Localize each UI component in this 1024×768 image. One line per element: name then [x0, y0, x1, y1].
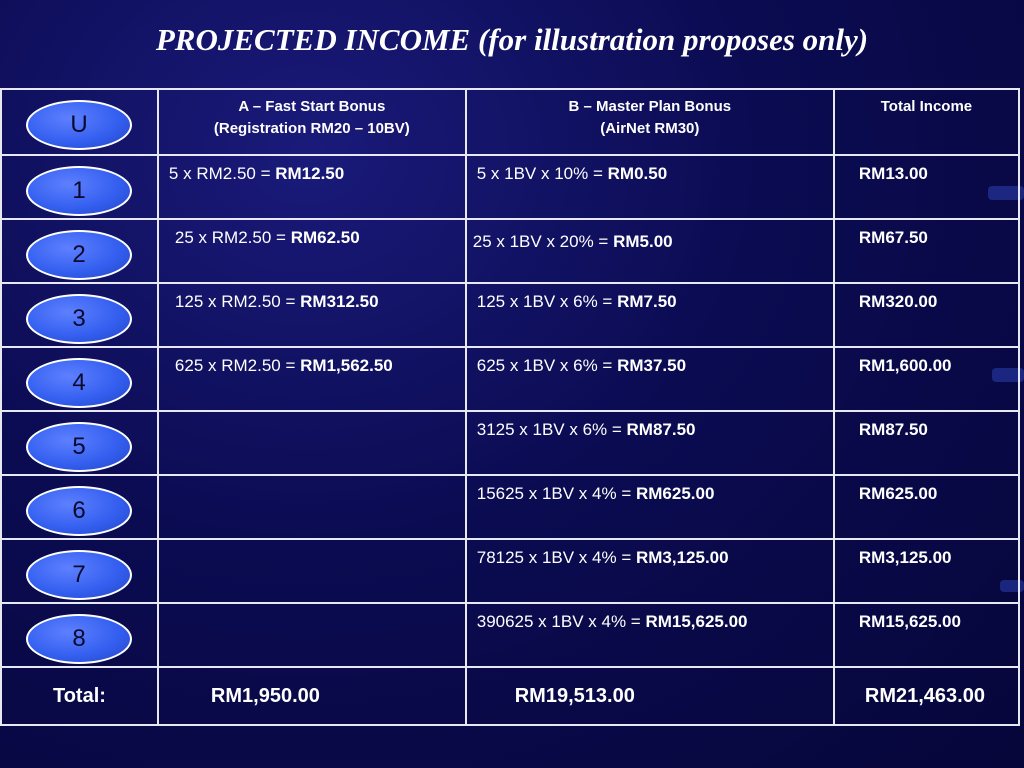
column-header-b-line1: B – Master Plan Bonus	[568, 98, 732, 115]
total-income-cell: RM320.00	[858, 292, 938, 311]
level-oval: 7	[26, 550, 132, 600]
master-plan-cell: 625 x 1BV x 6% = RM37.50	[476, 356, 687, 375]
column-header-total-income: Total Income	[834, 89, 1019, 155]
column-header-a-line1: A – Fast Start Bonus	[238, 98, 386, 115]
level-oval: 3	[26, 294, 132, 344]
total-income-cell: RM13.00	[858, 164, 928, 183]
master-plan-cell: 125 x 1BV x 6% = RM7.50	[476, 292, 677, 311]
column-header-master-plan	[466, 89, 834, 155]
grand-total: RM21,463.00	[864, 684, 985, 707]
column-header-a-line2: (Registration RM20 – 10BV)	[213, 120, 410, 137]
totals-label: Total:	[52, 684, 106, 707]
master-plan-cell: 390625 x 1BV x 4% = RM15,625.00	[476, 612, 748, 631]
total-income-cell: RM15,625.00	[858, 612, 961, 631]
total-income-cell: RM87.50	[858, 420, 928, 439]
table-header-row	[1, 89, 1019, 155]
master-plan-cell: 25 x 1BV x 20% = RM5.00	[472, 232, 673, 251]
master-plan-cell: 15625 x 1BV x 4% = RM625.00	[476, 484, 715, 503]
level-oval: 2	[26, 230, 132, 280]
column-header-fast-start	[158, 89, 466, 155]
table-row	[1, 539, 1019, 603]
total-income-cell: RM1,600.00	[858, 356, 952, 375]
fast-start-total: RM1,950.00	[210, 684, 320, 707]
fast-start-cell	[159, 540, 465, 548]
table-row	[1, 347, 1019, 411]
fast-start-cell: 5 x RM2.50 = RM12.50	[168, 164, 345, 183]
total-income-cell: RM3,125.00	[858, 548, 952, 567]
table-row	[1, 603, 1019, 667]
table-row	[1, 475, 1019, 539]
fast-start-cell: 125 x RM2.50 = RM312.50	[174, 292, 379, 311]
level-oval: U	[26, 100, 132, 150]
fast-start-cell: 25 x RM2.50 = RM62.50	[174, 228, 360, 247]
master-plan-cell: 5 x 1BV x 10% = RM0.50	[476, 164, 668, 183]
totals-row	[1, 667, 1019, 725]
income-table	[0, 88, 1020, 726]
fast-start-cell	[159, 412, 465, 420]
column-header-b-line2: (AirNet RM30)	[600, 120, 700, 137]
table-row	[1, 219, 1019, 283]
level-oval: 5	[26, 422, 132, 472]
fast-start-cell: 625 x RM2.50 = RM1,562.50	[174, 356, 393, 375]
page-title: PROJECTED INCOME (for illustration proposes only)	[155, 22, 869, 57]
table-row	[1, 411, 1019, 475]
total-income-cell: RM625.00	[858, 484, 938, 503]
total-income-cell: RM67.50	[858, 228, 928, 247]
table-row	[1, 283, 1019, 347]
master-plan-total: RM19,513.00	[514, 684, 635, 707]
fast-start-cell	[159, 476, 465, 484]
level-cell	[1, 89, 158, 155]
master-plan-cell: 3125 x 1BV x 6% = RM87.50	[476, 420, 696, 439]
table-row	[1, 155, 1019, 219]
level-oval: 1	[26, 166, 132, 216]
level-oval: 4	[26, 358, 132, 408]
level-oval: 6	[26, 486, 132, 536]
fast-start-cell	[159, 604, 465, 612]
master-plan-cell: 78125 x 1BV x 4% = RM3,125.00	[476, 548, 729, 567]
level-oval: 8	[26, 614, 132, 664]
